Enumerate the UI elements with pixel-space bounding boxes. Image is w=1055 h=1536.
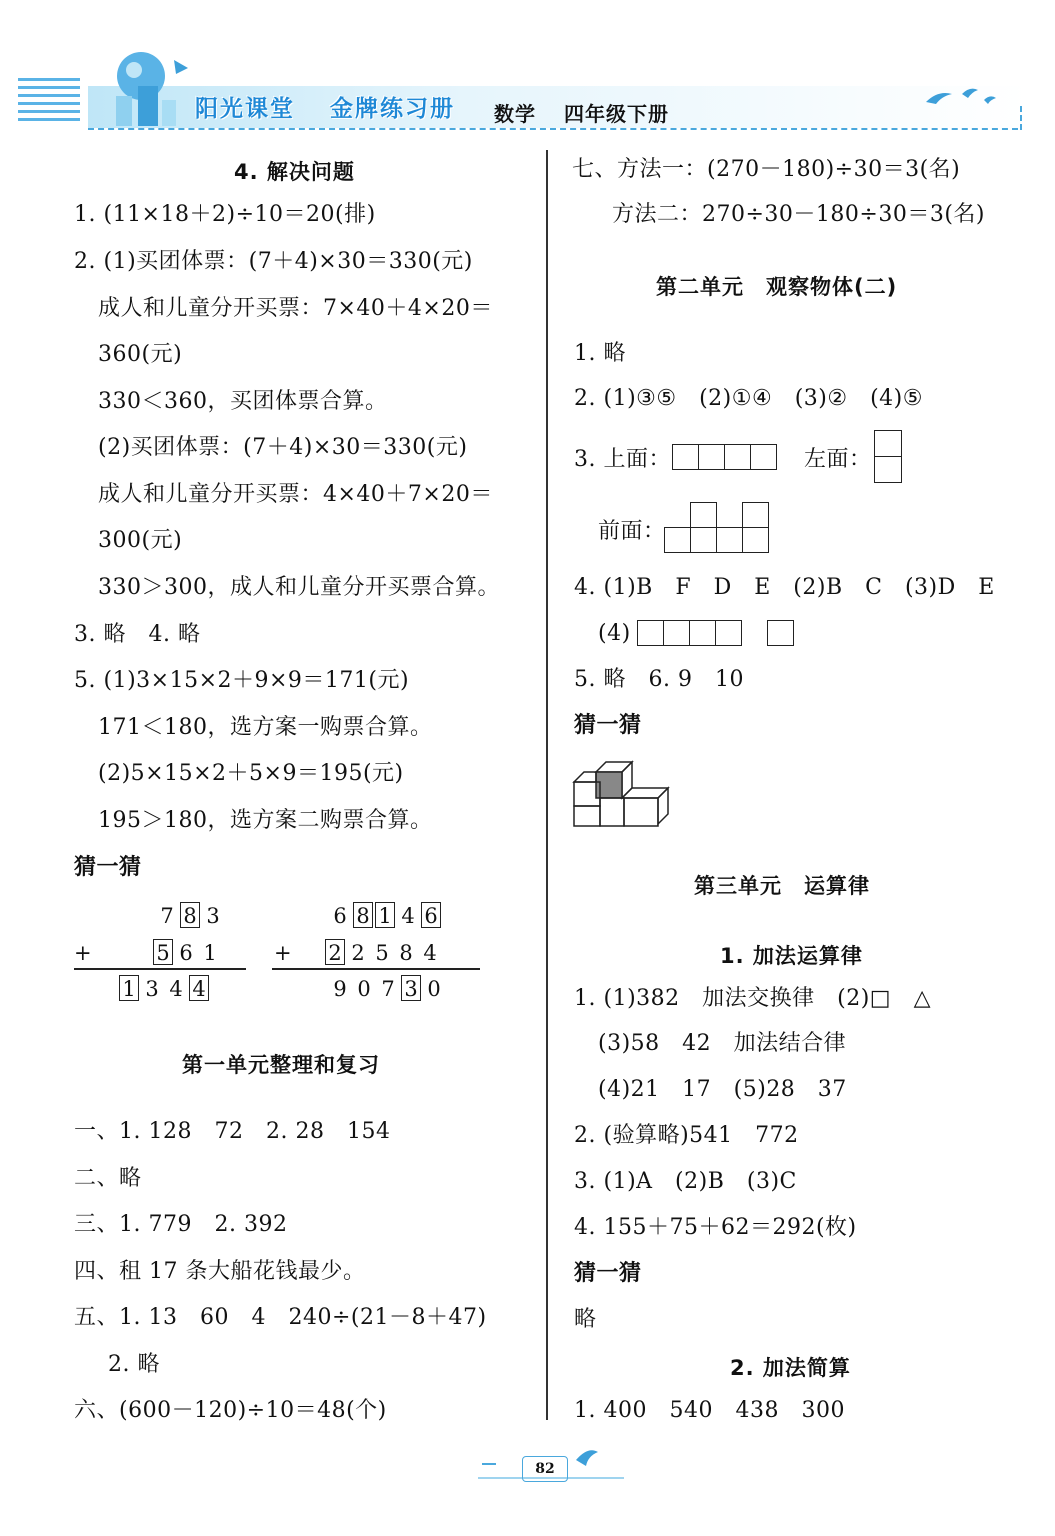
answer-line: (4)21 17 (5)28 37 <box>598 1077 847 1102</box>
answer-line: 5. (1)3×15×2＋9×9＝171(元) <box>74 668 410 693</box>
digit: 1 <box>203 941 217 965</box>
section-title: 第一单元整理和复习 <box>182 1053 380 1077</box>
answer-line: 1. (11×18＋2)÷10＝20(排) <box>74 202 376 227</box>
header-stripe <box>18 102 80 105</box>
answer-line: 1. (1)382 加法交换律 (2)□ △ <box>574 986 932 1011</box>
subject-label: 数学 <box>494 102 536 126</box>
answer-line: 1. 略 <box>574 341 626 366</box>
page-header <box>0 0 1055 140</box>
answer-line: 4. (1)B F D E (2)B C (3)D E <box>574 575 995 600</box>
header-stripe <box>18 86 80 89</box>
puzzle2-row1 <box>328 902 442 928</box>
view-cell <box>715 620 742 646</box>
cube-stack-figure <box>570 756 680 832</box>
digit: 2 <box>351 941 365 965</box>
answer-line: 171＜180，选方案一购票合算。 <box>98 715 433 740</box>
guess-heading: 猜一猜 <box>74 855 142 880</box>
answer-line: 成人和儿童分开买票：7×40＋4×20＝ <box>98 296 493 321</box>
digit: 9 <box>333 977 347 1001</box>
plus-sign: + <box>274 941 292 965</box>
header-stripe <box>18 78 80 81</box>
answer-line: 1. 400 540 438 300 <box>574 1398 845 1423</box>
digit: 6 <box>333 904 347 928</box>
answer-line: 五、1. 13 60 4 240÷(21－8＋47) <box>74 1305 487 1330</box>
view-cell <box>767 620 794 646</box>
answer-line: 左面： <box>804 447 872 472</box>
answer-box: 8 <box>180 902 200 928</box>
digit: 4 <box>401 904 415 928</box>
logo-icon <box>96 40 196 130</box>
puzzle1-row2 <box>74 939 222 965</box>
view-cell <box>750 444 777 470</box>
puzzle1-row1 <box>155 902 225 928</box>
header-stripe <box>18 94 80 97</box>
answer-line: 略 <box>574 1307 597 1332</box>
sum-rule <box>272 968 480 970</box>
brand-name: 阳光课堂 <box>195 96 295 122</box>
answer-box: 8 <box>353 902 373 928</box>
digit: 4 <box>169 977 183 1001</box>
answer-line: 2. (验算略)541 772 <box>574 1123 799 1148</box>
sum-rule <box>74 968 246 970</box>
answer-line: (3)58 42 加法结合律 <box>598 1031 847 1056</box>
page-number: 82 <box>522 1456 568 1482</box>
section-title: 1. 加法运算律 <box>720 944 863 968</box>
view-cell <box>716 527 743 553</box>
column-divider <box>546 150 548 1420</box>
answer-box: 3 <box>401 975 421 1001</box>
digit: 7 <box>160 904 174 928</box>
answer-line: 前面： <box>598 519 666 544</box>
header-rule <box>88 128 1018 130</box>
answer-box: 1 <box>119 975 139 1001</box>
answer-line: 六、(600－120)÷10＝48(个) <box>74 1398 387 1423</box>
digit: 6 <box>179 941 193 965</box>
answer-line: (2)5×15×2＋5×9＝195(元) <box>98 761 404 786</box>
view-cell <box>742 527 769 553</box>
answer-line: 195＞180，选方案二购票合算。 <box>98 808 433 833</box>
answer-box: 5 <box>153 939 173 965</box>
answer-line: 3. (1)A (2)B (3)C <box>574 1169 797 1194</box>
answer-line: 330＜360，买团体票合算。 <box>98 389 388 414</box>
answer-line: 2. 略 <box>108 1352 160 1377</box>
view-cell <box>637 620 664 646</box>
digit: 5 <box>375 941 389 965</box>
digit: 7 <box>381 977 395 1001</box>
answer-line: 方法二：270÷30－180÷30＝3(名) <box>612 202 986 227</box>
digit: 8 <box>399 941 413 965</box>
answer-box: 6 <box>421 902 441 928</box>
unit-title: 第三单元 运算律 <box>694 874 870 898</box>
grade-label: 四年级下册 <box>564 102 669 126</box>
answer-line: 一、1. 128 72 2. 28 154 <box>74 1119 391 1144</box>
digit: 4 <box>423 941 437 965</box>
view-cell <box>874 430 902 457</box>
puzzle1-row3 <box>118 975 210 1001</box>
view-cell <box>689 620 716 646</box>
digit: 0 <box>357 977 371 1001</box>
view-cell <box>874 456 902 483</box>
answer-box: 2 <box>325 939 345 965</box>
view-cell <box>672 444 699 470</box>
answer-line: 330＞300，成人和儿童分开买票合算。 <box>98 575 500 600</box>
view-cell <box>663 620 690 646</box>
answer-line: 二、略 <box>74 1166 142 1191</box>
answer-line: 4. 155＋75＋62＝292(枚) <box>574 1215 857 1240</box>
view-cell <box>698 444 725 470</box>
view-cell <box>690 502 717 528</box>
view-cell <box>742 502 769 528</box>
answer-line: 2. (1)③⑤ (2)①④ (3)② (4)⑤ <box>574 386 923 411</box>
answer-line: 成人和儿童分开买票：4×40＋7×20＝ <box>98 482 493 507</box>
answer-line: 3. 略 4. 略 <box>74 622 201 647</box>
puzzle2-row3 <box>328 975 446 1001</box>
answer-line: 360(元) <box>98 342 183 367</box>
section-title: 4. 解决问题 <box>234 160 355 184</box>
answer-line: 300(元) <box>98 528 183 553</box>
unit-title: 第二单元 观察物体(二) <box>656 275 898 299</box>
birds-icon <box>922 76 1012 116</box>
header-rule-end <box>1020 106 1022 130</box>
view-cell <box>724 444 751 470</box>
plus-sign: + <box>74 941 92 965</box>
view-cell <box>690 527 717 553</box>
answer-line: (4) <box>598 621 631 646</box>
answer-line: 2. (1)买团体票：(7＋4)×30＝330(元) <box>74 249 473 274</box>
guess-heading: 猜一猜 <box>574 713 642 738</box>
guess-heading: 猜一猜 <box>574 1261 642 1286</box>
digit: 3 <box>206 904 220 928</box>
view-cell <box>664 527 691 553</box>
answer-box: 4 <box>189 975 209 1001</box>
header-stripe <box>18 110 80 113</box>
answer-line: 5. 略 6. 9 10 <box>574 667 744 692</box>
section-title: 2. 加法简算 <box>730 1356 851 1380</box>
answer-line: (2)买团体票：(7＋4)×30＝330(元) <box>98 435 468 460</box>
answer-box: 1 <box>375 902 395 928</box>
digit: 3 <box>145 977 159 1001</box>
answer-line: 3. 上面： <box>574 447 671 472</box>
header-stripe <box>18 118 80 121</box>
puzzle2-row2 <box>274 939 442 965</box>
answer-line: 三、1. 779 2. 392 <box>74 1212 288 1237</box>
brand-subname: 金牌练习册 <box>330 96 455 122</box>
answer-line: 七、方法一：(270－180)÷30＝3(名) <box>572 157 961 182</box>
digit: 0 <box>427 977 441 1001</box>
answer-line: 四、租 17 条大船花钱最少。 <box>74 1259 366 1284</box>
